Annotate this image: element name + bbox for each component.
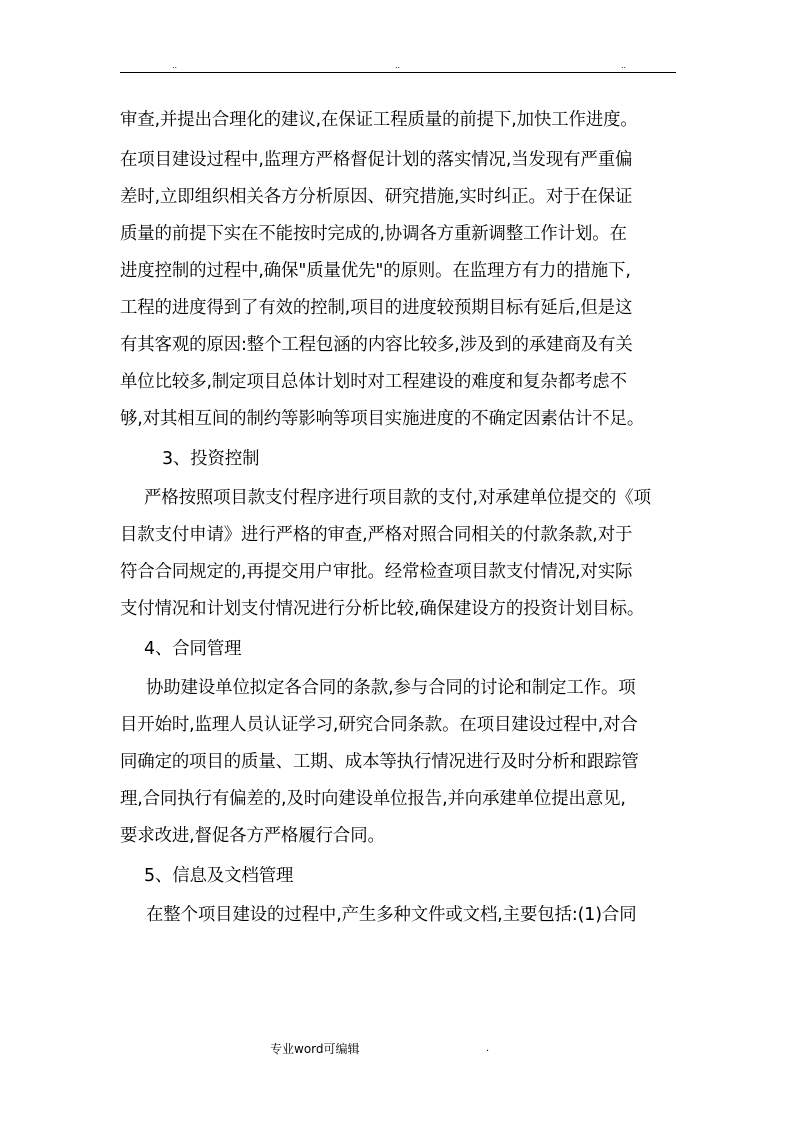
paragraph-line: 在整个项目建设的过程中,产生多种文件或文档,主要包括:(1)合同 (146, 905, 637, 925)
header-rule (120, 72, 676, 73)
paragraph-line: 单位比较多,制定项目总体计划时对工程建设的难度和复杂都考虑不 (120, 372, 627, 392)
paragraph-line: 够,对其相互间的制约等影响等项目实施进度的不确定因素估计不足。 (120, 409, 645, 429)
paragraph-line: 差时,立即组织相关各方分析原因、研究措施,实时纠正。对于在保证 (120, 187, 633, 207)
paragraph-line: 有其客观的原因:整个工程包涵的内容比较多,涉及到的承建商及有关 (120, 335, 633, 355)
paragraph-line: 进度控制的过程中,确保"质量优先"的原则。在监理方有力的措施下, (120, 261, 631, 281)
paragraph-line: 要求改进,督促各方严格履行合同。 (120, 826, 385, 846)
section-heading-investment: 3、投资控制 (162, 449, 260, 469)
paragraph-line: 质量的前提下实在不能按时完成的,协调各方重新调整工作计划。在 (120, 224, 627, 244)
paragraph-line: 目款支付申请》进行严格的审查,严格对照合同相关的付款条款,对于 (120, 525, 633, 545)
header-dot-left: .. (172, 61, 178, 70)
paragraph-line: 同确定的项目的质量、工期、成本等执行情况进行及时分析和跟踪管 (120, 752, 639, 772)
paragraph-line: 协助建设单位拟定各合同的条款,参与合同的讨论和制定工作。项 (146, 678, 636, 698)
section-heading-information: 5、信息及文档管理 (144, 866, 294, 886)
paragraph-line: 严格按照项目款支付程序进行项目款的支付,对承建单位提交的《项 (144, 488, 651, 508)
paragraph-line: 符合合同规定的,再提交用户审批。经常检查项目款支付情况,对实际 (120, 562, 633, 582)
header-dot-right: .. (621, 61, 627, 70)
footer-dot: . (486, 1043, 490, 1054)
paragraph-line: 支付情况和计划支付情况进行分析比较,确保建设方的投资计划目标。 (120, 599, 645, 619)
paragraph-line: 理,合同执行有偏差的,及时向建设单位报告,并向承建单位提出意见, (120, 789, 626, 809)
section-heading-contract: 4、合同管理 (144, 639, 242, 659)
paragraph-line: 目开始时,监理人员认证学习,研究合同条款。在项目建设过程中,对合 (120, 715, 638, 735)
paragraph-line: 在项目建设过程中,监理方严格督促计划的落实情况,当发现有严重偏 (120, 150, 633, 170)
header-dot-center: .. (395, 61, 401, 70)
footer-label: 专业word可编辑 (270, 1042, 360, 1056)
paragraph-line: 审查,并提出合理化的建议,在保证工程质量的前提下,加快工作进度。 (120, 110, 638, 130)
paragraph-line: 工程的进度得到了有效的控制,项目的进度较预期目标有延后,但是这 (120, 298, 633, 318)
